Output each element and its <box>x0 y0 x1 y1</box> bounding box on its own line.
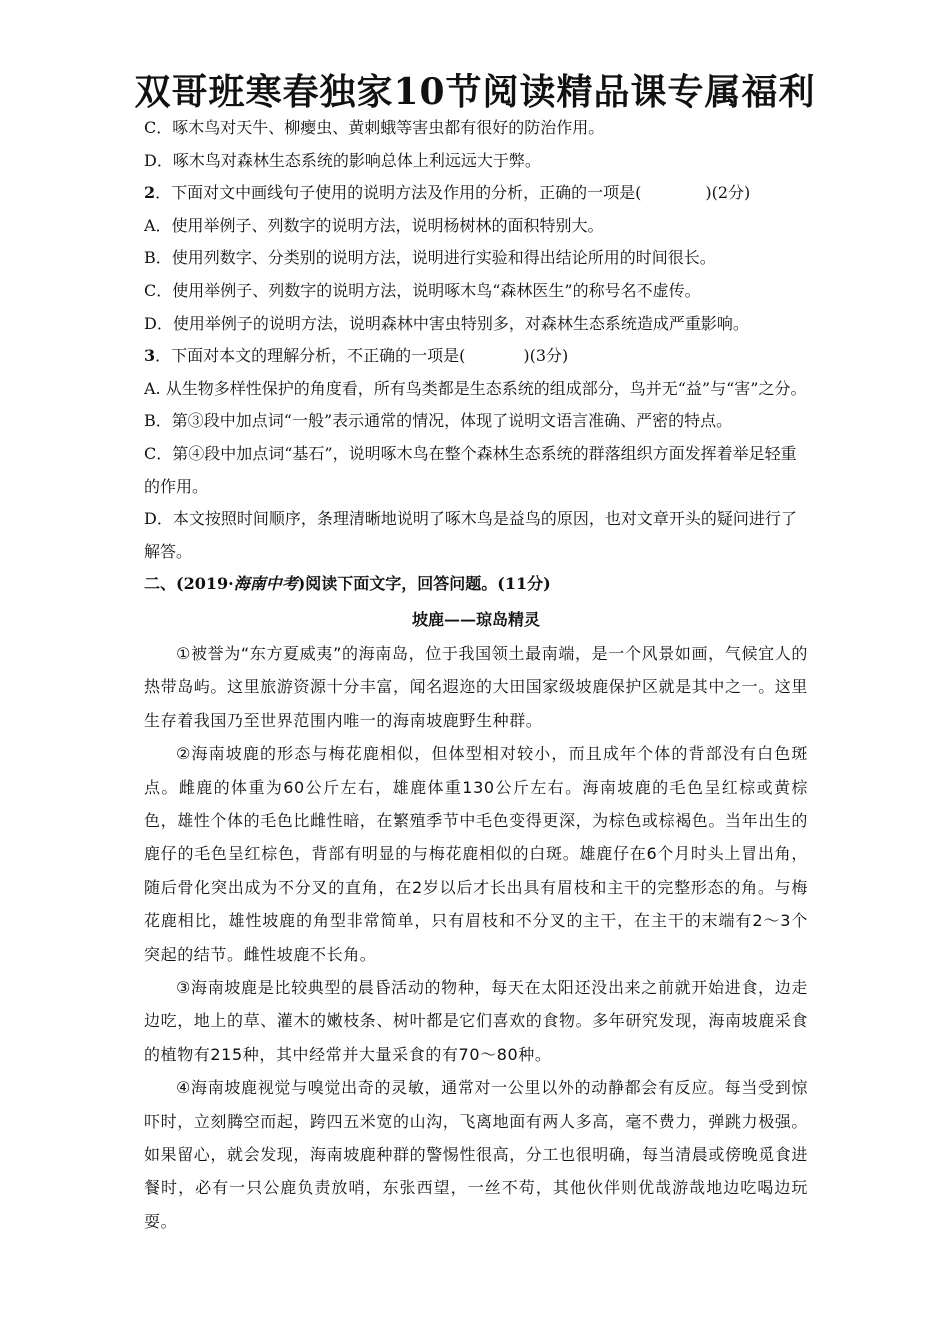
promo-banner: 双哥班寒春独家10节阅读精品课专属福利 <box>134 71 816 113</box>
question-2-option-a: A．使用举例子、列数字的说明方法，说明杨树林的面积特别大。 <box>144 215 604 235</box>
section-2-prefix: 二、(2019· <box>144 574 234 594</box>
question-3-number: 3 <box>144 346 156 366</box>
section-2-source: 海南中考 <box>233 574 298 594</box>
question-3-score: )(3分) <box>523 346 569 366</box>
q1-option-c: C．啄木鸟对天牛、柳瘿虫、黄刺蛾等害虫都有很好的防治作用。 <box>144 118 605 137</box>
section-2-heading <box>144 568 808 601</box>
question-3-option-d: D．本文按照时间顺序，条理清晰地说明了啄木鸟是益鸟的原因，也对文章开头的疑问进行了解答。 <box>144 509 797 561</box>
question-3-text: ．下面对本文的理解分析，不正确的一项是( <box>155 346 466 366</box>
q1-option-d: D．啄木鸟对森林生态系统的影响总体上利远远大于弊。 <box>144 150 541 170</box>
question-2-text: ．下面对文中画线句子使用的说明方法及作用的分析，正确的一项是( <box>155 183 642 203</box>
article-paragraph-4: ④海南坡鹿视觉与嗅觉出奇的灵敏，通常对一公里以外的动静都会有反应。每当受到惊吓时，立刻腾空而起，跨四五米宽的山沟，飞离地面有两人多高，毫不费力，弹跳力极强。如果留心，就会发现，海南坡鹿种群的警惕性很高，分工也很明确，每当清晨或傍晚觅食进餐时，必有一只公鹿负责放哨，东张西望，一丝不苟，其他伙伴则优哉游哉地边吃喝边玩耍。 <box>144 1078 809 1231</box>
question-2-number: 2 <box>144 183 156 203</box>
article-paragraph-2: ②海南坡鹿的形态与梅花鹿相似，但体型相对较小，而且成年个体的背部没有白色斑点。雌鹿的体重为60公斤左右，雄鹿体重130公斤左右。海南坡鹿的毛色呈红棕或黄棕色，雄性个体的毛色比雌性暗，在繁殖季节中毛色变得更深，为棕色或棕褐色。当年出生的鹿仔的毛色呈红棕色，背部有明显的与梅花鹿相似的白斑。雄鹿仔在6个月时头上冒出角，随后骨化突出成为不分叉的直角，在2岁以后才长出具有眉枝和主干的完整形态的角。与梅花鹿相比，雄性坡鹿的角型非常简单，只有眉枝和不分叉的主干，在主干的末端有2～3个突起的结节。雌性坡鹿不长角。 <box>144 744 809 964</box>
question-3-option-c: C．第④段中加点词“基石”，说明啄木鸟在整个森林生态系统的群落组织方面发挥着举足轻重的作用。 <box>144 443 797 496</box>
question-2-stem <box>144 177 808 210</box>
article-paragraph-1: ①被誉为“东方夏威夷”的海南岛，位于我国领土最南端，是一个风景如画，气候宜人的热带岛屿。这里旅游资源十分丰富，闻名遐迩的大田国家级坡鹿保护区就是其中之一。这里生存着我国乃至世界范围内唯一的海南坡鹿野生种群。 <box>144 643 809 730</box>
question-3-stem <box>144 340 808 373</box>
document-body <box>144 112 808 1238</box>
question-2-option-b: B．使用列数字、分类别的说明方法，说明进行实验和得出结论所用的时间很长。 <box>144 248 716 268</box>
question-2-option-d: D．使用举例子的说明方法，说明森林中害虫特别多，对森林生态系统造成严重影响。 <box>144 313 749 333</box>
section-2-suffix: )阅读下面文字，回答问题。(11分) <box>297 574 551 594</box>
question-3-option-b: B．第③段中加点词“一般”表示通常的情况，体现了说明文语言准确、严密的特点。 <box>144 411 733 431</box>
article-paragraph-3: ③海南坡鹿是比较典型的晨昏活动的物种，每天在太阳还没出来之前就开始进食，边走边吃，地上的草、灌木的嫩枝条、树叶都是它们喜欢的食物。多年研究发现，海南坡鹿采食的植物有215种，其中经常并大量采食的有70～80种。 <box>144 977 809 1064</box>
question-2-score: )(2分) <box>705 183 751 203</box>
article-title: 坡鹿——琼岛精灵 <box>411 609 540 629</box>
question-3-option-a: A. 从生物多样性保护的角度看，所有鸟类都是生态系统的组成部分，鸟并无“益”与“害”之分。 <box>144 378 807 398</box>
question-2-option-c: C．使用举例子、列数字的说明方法，说明啄木鸟“森林医生”的称号名不虚传。 <box>144 280 701 300</box>
